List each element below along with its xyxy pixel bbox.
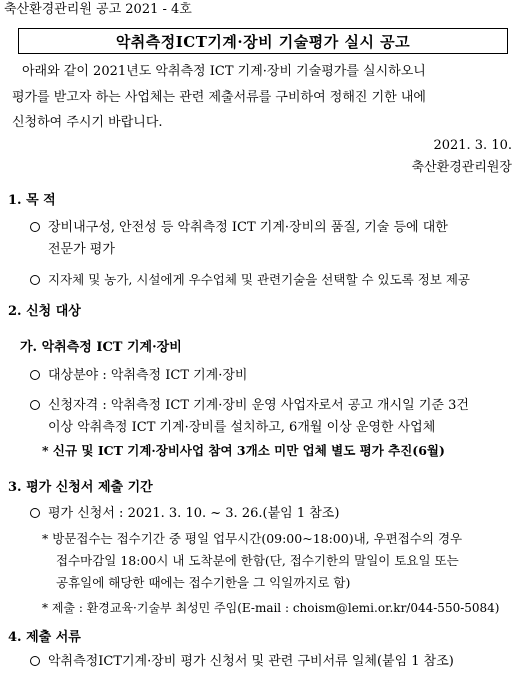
intro-line-1: 아래와 같이 2021년도 악취측정 ICT 기계·장비 기술평가를 실시하오니: [22, 64, 426, 79]
circle-bullet-icon: [30, 508, 40, 518]
section-2-heading: 2. 신청 대상: [8, 304, 81, 319]
section-3-note-1-line-3: 공휴일에 해당한 때에는 접수기한을 그 익일까지로 함): [56, 575, 351, 590]
section-2-bullet-1: [30, 368, 248, 384]
circle-bullet-icon: [30, 656, 40, 666]
section-2-bullet-2: [30, 398, 469, 414]
circle-bullet-icon: [30, 400, 40, 410]
intro-line-3: 신청하여 주시기 바랍니다.: [12, 115, 163, 130]
bullet-text: 지자체 및 농가, 시설에게 우수업체 및 관련기술을 선택할 수 있도록 정보 제공: [48, 272, 471, 287]
issuer-name: 축산환경관리원장: [411, 160, 512, 175]
section-1-bullet-2: [30, 272, 470, 288]
section-1-bullet-1-cont: 전문가 평가: [48, 242, 115, 257]
notice-date: 2021. 3. 10.: [433, 138, 512, 153]
bullet-text: 악취측정ICT기계·장비 평가 신청서 및 관련 구비서류 일체(붙임 1 참조): [48, 654, 454, 669]
section-1-bullet-1: [30, 220, 448, 236]
notice-number: 축산환경관리원 공고 2021 - 4호: [4, 2, 192, 17]
section-4-bullet-1: [30, 654, 454, 670]
circle-bullet-icon: [30, 275, 40, 285]
circle-bullet-icon: [30, 370, 40, 380]
section-2-bullet-2-cont: 이상 악취측정 ICT 기계·장비를 설치하고, 6개월 이상 운영한 사업체: [48, 420, 436, 435]
section-2-note: * 신규 및 ICT 기계·장비사업 참여 3개소 미만 업체 별도 평가 추진(6월): [42, 443, 445, 458]
section-4-heading: 4. 제출 서류: [8, 630, 81, 645]
section-1-heading: 1. 목 적: [8, 193, 56, 208]
intro-line-2: 평가를 받고자 하는 사업체는 관련 제출서류를 구비하여 정해진 기한 내에: [12, 90, 426, 105]
section-3-note-2: * 제출 : 환경교육·기술부 최성민 주임(E-mail : choism@lemi.or.kr/044-550-5084): [42, 601, 500, 615]
section-3-bullet-1: [30, 506, 339, 522]
bullet-text: 평가 신청서 : 2021. 3. 10. ~ 3. 26.(붙임 1 참조): [48, 506, 340, 521]
bullet-text: 신청자격 : 악취측정 ICT 기계·장비 운영 사업자로서 공고 개시일 기준 3건: [48, 398, 469, 413]
circle-bullet-icon: [30, 222, 40, 232]
section-3-heading: 3. 평가 신청서 제출 기간: [8, 480, 153, 495]
bullet-text: 대상분야 : 악취측정 ICT 기계·장비: [48, 368, 248, 383]
section-3-note-1-line-2: 접수마감일 18:00시 내 도착분에 한함(단, 접수기한의 말일이 토요일 또는: [56, 553, 459, 568]
bullet-text: 장비내구성, 안전성 등 악취측정 ICT 기계·장비의 품질, 기술 등에 대한: [48, 220, 448, 235]
page-title: 악취측정ICT기계·장비 기술평가 실시 공고: [115, 32, 411, 51]
title-box: [18, 28, 508, 54]
section-3-note-1-line-1: * 방문접수는 접수기간 중 평일 업무시간(09:00~18:00)내, 우편접수의 경우: [42, 531, 463, 546]
section-2-subheading: 가. 악취측정 ICT 기계·장비: [20, 340, 182, 355]
